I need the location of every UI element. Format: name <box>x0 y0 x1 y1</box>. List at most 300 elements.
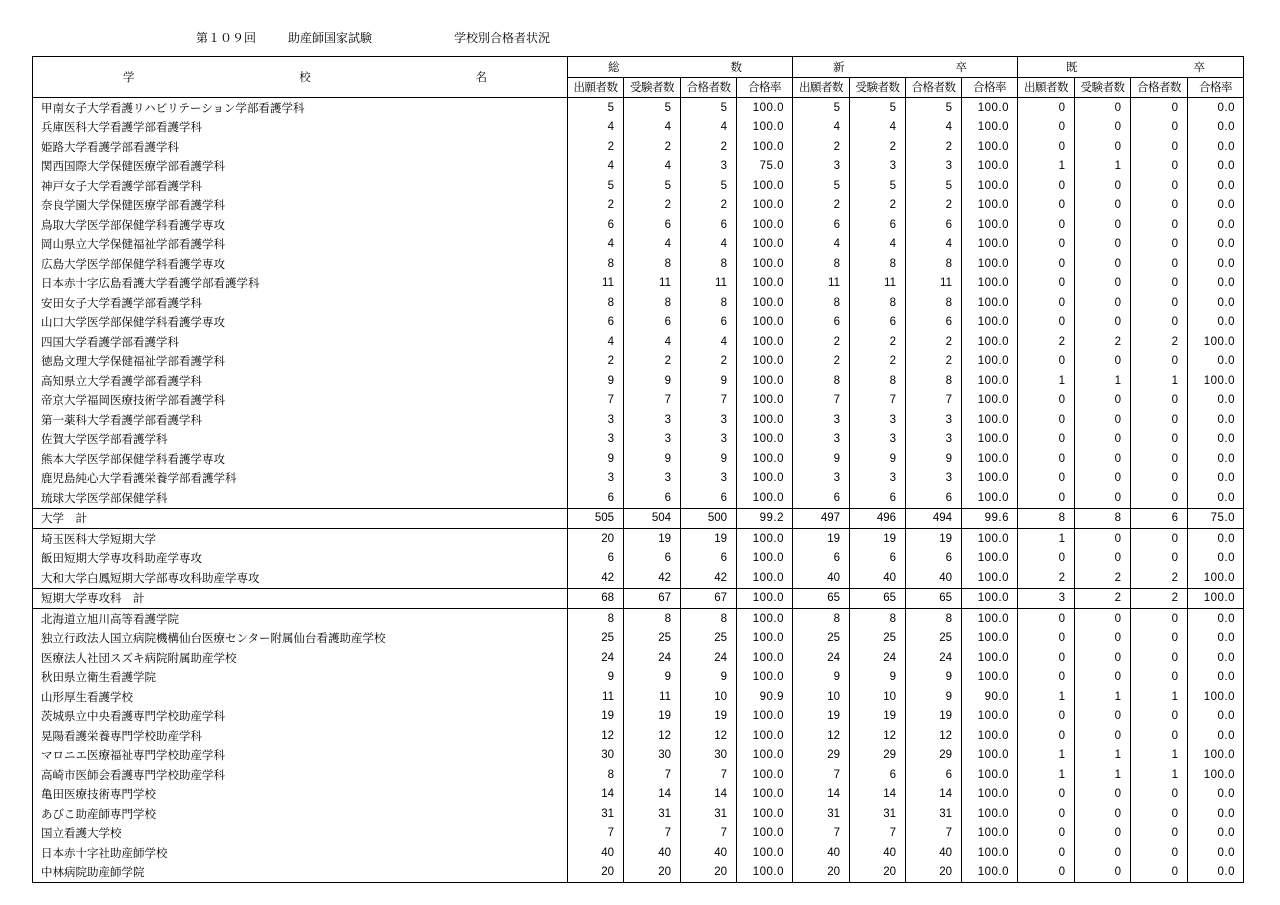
count-cell: 9 <box>568 668 624 688</box>
count-cell: 4 <box>681 235 737 255</box>
count-cell: 8 <box>906 609 962 629</box>
count-cell: 3 <box>906 157 962 177</box>
pass-rate-cell: 100.0 <box>737 371 793 391</box>
count-cell: 0 <box>1018 293 1075 313</box>
pass-rate-cell: 100.0 <box>737 746 793 766</box>
pass-rate-cell: 100.0 <box>737 352 793 372</box>
pass-rate-cell: 100.0 <box>962 843 1018 863</box>
count-cell: 19 <box>906 529 962 549</box>
pass-rate-cell: 0.0 <box>1188 254 1244 274</box>
school-name-cell: 国立看護大学校 <box>41 826 122 841</box>
pass-rate-cell: 100.0 <box>737 765 793 785</box>
count-cell: 0 <box>1018 804 1075 824</box>
count-cell: 31 <box>568 804 624 824</box>
count-cell: 8 <box>850 293 906 313</box>
count-cell: 9 <box>906 449 962 469</box>
pass-rate-cell: 100.0 <box>737 707 793 727</box>
pass-rate-cell: 100.0 <box>962 707 1018 727</box>
count-cell: 68 <box>568 588 624 609</box>
table-row <box>33 568 1244 588</box>
pass-rate-cell: 100.0 <box>962 196 1018 216</box>
count-cell: 0 <box>1075 410 1131 430</box>
count-cell: 30 <box>568 746 624 766</box>
count-cell: 0 <box>1018 863 1075 883</box>
pass-rate-cell: 90.0 <box>962 687 1018 707</box>
count-cell: 6 <box>793 549 850 569</box>
count-cell: 6 <box>793 313 850 333</box>
count-cell: 6 <box>906 765 962 785</box>
count-cell: 2 <box>568 196 624 216</box>
table-row <box>33 687 1244 707</box>
count-cell: 24 <box>624 648 681 668</box>
pass-rate-cell: 100.0 <box>962 785 1018 805</box>
count-cell: 4 <box>568 118 624 138</box>
pass-rate-cell: 0.0 <box>1188 196 1244 216</box>
table-row <box>33 235 1244 255</box>
count-cell: 0 <box>1075 449 1131 469</box>
pass-rate-cell: 100.0 <box>737 118 793 138</box>
count-cell: 7 <box>793 765 850 785</box>
school-name-cell: 神戸女子大学看護学部看護学科 <box>41 178 202 193</box>
school-name-cell: 短期大学専攻科 計 <box>33 588 568 609</box>
count-cell: 7 <box>793 824 850 844</box>
table-row <box>33 98 1244 118</box>
table-row <box>33 313 1244 333</box>
pass-rate-cell: 100.0 <box>962 410 1018 430</box>
count-cell: 9 <box>568 449 624 469</box>
count-cell: 2 <box>1131 568 1188 588</box>
count-cell: 8 <box>906 254 962 274</box>
count-cell: 0 <box>1075 176 1131 196</box>
count-cell: 0 <box>1131 707 1188 727</box>
pass-rate-cell: 100.0 <box>737 196 793 216</box>
count-cell: 31 <box>793 804 850 824</box>
count-cell: 2 <box>1018 568 1075 588</box>
count-cell: 0 <box>1075 313 1131 333</box>
count-cell: 0 <box>1131 274 1188 294</box>
count-cell: 496 <box>850 508 906 529</box>
pass-rate-cell: 100.0 <box>737 176 793 196</box>
table-row <box>33 726 1244 746</box>
pass-rate-cell: 100.0 <box>962 98 1018 118</box>
count-cell: 19 <box>793 707 850 727</box>
count-cell: 25 <box>624 629 681 649</box>
count-cell: 65 <box>850 588 906 609</box>
count-cell: 1 <box>1075 765 1131 785</box>
count-cell: 9 <box>906 687 962 707</box>
table-row <box>33 469 1244 489</box>
pass-rate-cell: 100.0 <box>962 726 1018 746</box>
count-cell: 6 <box>1131 508 1188 529</box>
count-cell: 2 <box>1018 332 1075 352</box>
count-cell: 0 <box>1018 274 1075 294</box>
pass-rate-cell: 0.0 <box>1188 648 1244 668</box>
pass-rate-cell: 0.0 <box>1188 668 1244 688</box>
count-cell: 1 <box>1018 687 1075 707</box>
school-name-cell: 琉球大学医学部保健学科 <box>41 490 168 505</box>
count-cell: 2 <box>850 332 906 352</box>
count-cell: 0 <box>1018 549 1075 569</box>
school-name-cell: 独立行政法人国立病院機構仙台医療センター附属仙台看護助産学校 <box>41 631 386 646</box>
count-cell: 25 <box>793 629 850 649</box>
count-cell: 0 <box>1018 469 1075 489</box>
count-cell: 65 <box>906 588 962 609</box>
count-cell: 4 <box>793 235 850 255</box>
count-cell: 40 <box>568 843 624 863</box>
count-cell: 2 <box>568 352 624 372</box>
total-row <box>33 588 1244 609</box>
school-name-cell: 岡山県立大学保健福祉学部看護学科 <box>41 237 225 252</box>
table-row <box>33 648 1244 668</box>
count-cell: 2 <box>1075 332 1131 352</box>
pass-rate-cell: 0.0 <box>1188 235 1244 255</box>
school-name-cell: 広島大学医学部保健学科看護学専攻 <box>41 256 225 271</box>
count-cell: 5 <box>793 176 850 196</box>
pass-rate-cell: 100.0 <box>962 332 1018 352</box>
count-cell: 0 <box>1075 824 1131 844</box>
school-name-cell: 亀田医療技術専門学校 <box>41 787 156 802</box>
school-name-cell: 秋田県立衛生看護学院 <box>41 670 156 685</box>
count-cell: 7 <box>850 391 906 411</box>
count-cell: 0 <box>1018 843 1075 863</box>
pass-rate-cell: 100.0 <box>737 430 793 450</box>
count-cell: 0 <box>1018 785 1075 805</box>
count-cell: 0 <box>1018 176 1075 196</box>
count-cell: 2 <box>1075 588 1131 609</box>
count-cell: 6 <box>850 765 906 785</box>
count-cell: 3 <box>568 410 624 430</box>
count-cell: 4 <box>906 118 962 138</box>
school-name-cell: 日本赤十字社助産師学校 <box>41 845 168 860</box>
count-cell: 11 <box>850 274 906 294</box>
count-cell: 3 <box>1018 588 1075 609</box>
count-cell: 3 <box>681 410 737 430</box>
count-cell: 3 <box>568 469 624 489</box>
count-cell: 6 <box>850 488 906 508</box>
table-row <box>33 785 1244 805</box>
count-cell: 0 <box>1075 707 1131 727</box>
group-total-header: 総 数 <box>568 57 793 78</box>
count-cell: 8 <box>681 254 737 274</box>
count-cell: 40 <box>906 568 962 588</box>
pass-rate-cell: 0.0 <box>1188 629 1244 649</box>
school-name-cell: 晃陽看護栄養専門学校助産学科 <box>41 728 202 743</box>
pass-rate-cell: 0.0 <box>1188 804 1244 824</box>
count-cell: 0 <box>1075 137 1131 157</box>
pass-rate-cell: 100.0 <box>962 488 1018 508</box>
pass-rate-cell: 0.0 <box>1188 118 1244 138</box>
count-cell: 6 <box>906 549 962 569</box>
count-cell: 19 <box>681 707 737 727</box>
count-cell: 0 <box>1131 352 1188 372</box>
table-row <box>33 332 1244 352</box>
pass-rate-cell: 100.0 <box>962 313 1018 333</box>
col-passed: 合格者数 <box>1131 77 1188 98</box>
count-cell: 8 <box>568 254 624 274</box>
count-cell: 12 <box>906 726 962 746</box>
count-cell: 4 <box>681 332 737 352</box>
count-cell: 9 <box>624 371 681 391</box>
count-cell: 8 <box>681 293 737 313</box>
count-cell: 11 <box>624 274 681 294</box>
col-passed: 合格者数 <box>906 77 962 98</box>
count-cell: 0 <box>1018 118 1075 138</box>
count-cell: 6 <box>624 215 681 235</box>
table-row <box>33 549 1244 569</box>
school-name-cell: 日本赤十字広島看護大学看護学部看護学科 <box>41 276 260 291</box>
table-row <box>33 765 1244 785</box>
count-cell: 0 <box>1131 785 1188 805</box>
count-cell: 2 <box>850 196 906 216</box>
count-cell: 24 <box>850 648 906 668</box>
pass-rate-cell: 0.0 <box>1188 843 1244 863</box>
count-cell: 12 <box>681 726 737 746</box>
results-table <box>32 56 1244 883</box>
count-cell: 20 <box>568 529 624 549</box>
count-cell: 24 <box>681 648 737 668</box>
count-cell: 9 <box>568 371 624 391</box>
count-cell: 6 <box>681 215 737 235</box>
count-cell: 0 <box>1131 609 1188 629</box>
pass-rate-cell: 0.0 <box>1188 313 1244 333</box>
count-cell: 6 <box>850 549 906 569</box>
count-cell: 8 <box>793 293 850 313</box>
count-cell: 19 <box>568 707 624 727</box>
count-cell: 8 <box>793 371 850 391</box>
count-cell: 5 <box>568 98 624 118</box>
count-cell: 25 <box>568 629 624 649</box>
count-cell: 0 <box>1018 629 1075 649</box>
count-cell: 8 <box>568 293 624 313</box>
count-cell: 0 <box>1075 352 1131 372</box>
pass-rate-cell: 100.0 <box>962 137 1018 157</box>
count-cell: 0 <box>1075 804 1131 824</box>
school-name-cell: 飯田短期大学専攻科助産学専攻 <box>41 551 202 566</box>
pass-rate-cell: 0.0 <box>1188 215 1244 235</box>
count-cell: 14 <box>681 785 737 805</box>
count-cell: 4 <box>568 332 624 352</box>
pass-rate-cell: 0.0 <box>1188 293 1244 313</box>
count-cell: 42 <box>568 568 624 588</box>
count-cell: 0 <box>1018 196 1075 216</box>
count-cell: 0 <box>1131 254 1188 274</box>
pass-rate-cell: 100.0 <box>737 254 793 274</box>
count-cell: 6 <box>681 549 737 569</box>
count-cell: 6 <box>568 313 624 333</box>
count-cell: 7 <box>568 824 624 844</box>
count-cell: 8 <box>793 609 850 629</box>
col-examinees: 受験者数 <box>1075 77 1131 98</box>
pass-rate-cell: 100.0 <box>737 391 793 411</box>
count-cell: 3 <box>624 469 681 489</box>
count-cell: 40 <box>850 843 906 863</box>
pass-rate-cell: 0.0 <box>1188 176 1244 196</box>
count-cell: 40 <box>624 843 681 863</box>
count-cell: 3 <box>793 469 850 489</box>
school-name-cell: 埼玉医科大学短期大学 <box>41 531 156 546</box>
exam-name: 助産師国家試験 <box>288 31 373 45</box>
table-row <box>33 176 1244 196</box>
pass-rate-cell: 100.0 <box>1188 588 1244 609</box>
count-cell: 0 <box>1018 430 1075 450</box>
count-cell: 2 <box>906 332 962 352</box>
count-cell: 6 <box>681 488 737 508</box>
count-cell: 0 <box>1018 668 1075 688</box>
count-cell: 40 <box>906 843 962 863</box>
count-cell: 12 <box>624 726 681 746</box>
count-cell: 5 <box>850 98 906 118</box>
count-cell: 0 <box>1075 215 1131 235</box>
school-name-cell: 徳島文理大学保健福祉学部看護学科 <box>41 354 225 369</box>
pass-rate-cell: 100.0 <box>737 274 793 294</box>
table-row <box>33 371 1244 391</box>
pass-rate-cell: 100.0 <box>962 609 1018 629</box>
school-name-cell: 熊本大学医学部保健学科看護学専攻 <box>41 451 225 466</box>
col-applicants: 出願者数 <box>568 77 624 98</box>
pass-rate-cell: 100.0 <box>962 824 1018 844</box>
count-cell: 8 <box>850 371 906 391</box>
count-cell: 1 <box>1131 371 1188 391</box>
count-cell: 14 <box>906 785 962 805</box>
pass-rate-cell: 100.0 <box>962 254 1018 274</box>
count-cell: 1 <box>1075 746 1131 766</box>
table-row <box>33 746 1244 766</box>
count-cell: 25 <box>850 629 906 649</box>
count-cell: 14 <box>568 785 624 805</box>
count-cell: 505 <box>568 508 624 529</box>
count-cell: 8 <box>681 609 737 629</box>
table-row <box>33 449 1244 469</box>
count-cell: 0 <box>1131 629 1188 649</box>
count-cell: 5 <box>793 98 850 118</box>
count-cell: 5 <box>681 176 737 196</box>
count-cell: 9 <box>681 371 737 391</box>
count-cell: 29 <box>850 746 906 766</box>
count-cell: 8 <box>850 609 906 629</box>
pass-rate-cell: 99.6 <box>962 508 1018 529</box>
school-name-cell: 高崎市医師会看護専門学校助産学科 <box>41 767 225 782</box>
pass-rate-cell: 0.0 <box>1188 157 1244 177</box>
count-cell: 0 <box>1075 118 1131 138</box>
count-cell: 3 <box>906 430 962 450</box>
pass-rate-cell: 100.0 <box>737 629 793 649</box>
pass-rate-cell: 0.0 <box>1188 863 1244 883</box>
count-cell: 0 <box>1131 176 1188 196</box>
count-cell: 9 <box>793 668 850 688</box>
col-examinees: 受験者数 <box>624 77 681 98</box>
col-applicants: 出願者数 <box>793 77 850 98</box>
count-cell: 0 <box>1131 118 1188 138</box>
count-cell: 10 <box>793 687 850 707</box>
table-row <box>33 707 1244 727</box>
pass-rate-cell: 100.0 <box>962 648 1018 668</box>
count-cell: 5 <box>568 176 624 196</box>
count-cell: 14 <box>850 785 906 805</box>
school-name-cell: 甲南女子大学看護リハビリテーション学部看護学科 <box>41 100 305 115</box>
count-cell: 2 <box>624 137 681 157</box>
count-cell: 2 <box>681 196 737 216</box>
count-cell: 1 <box>1018 746 1075 766</box>
table-row <box>33 137 1244 157</box>
pass-rate-cell: 0.0 <box>1188 430 1244 450</box>
count-cell: 0 <box>1018 137 1075 157</box>
pass-rate-cell: 100.0 <box>737 469 793 489</box>
pass-rate-cell: 0.0 <box>1188 469 1244 489</box>
pass-rate-cell: 100.0 <box>737 449 793 469</box>
school-name-cell: 安田女子大学看護学部看護学科 <box>41 295 202 310</box>
pass-rate-cell: 100.0 <box>962 157 1018 177</box>
count-cell: 0 <box>1131 863 1188 883</box>
count-cell: 3 <box>793 410 850 430</box>
count-cell: 9 <box>793 449 850 469</box>
pass-rate-cell: 75.0 <box>1188 508 1244 529</box>
pass-rate-cell: 100.0 <box>962 629 1018 649</box>
pass-rate-cell: 100.0 <box>737 332 793 352</box>
count-cell: 11 <box>568 687 624 707</box>
count-cell: 3 <box>793 430 850 450</box>
count-cell: 4 <box>850 235 906 255</box>
count-cell: 19 <box>850 707 906 727</box>
school-name-cell: 中林病院助産師学院 <box>41 865 145 880</box>
count-cell: 30 <box>624 746 681 766</box>
col-passed: 合格者数 <box>681 77 737 98</box>
pass-rate-cell: 100.0 <box>737 98 793 118</box>
count-cell: 0 <box>1018 235 1075 255</box>
count-cell: 4 <box>624 235 681 255</box>
table-row <box>33 215 1244 235</box>
count-cell: 24 <box>568 648 624 668</box>
count-cell: 0 <box>1075 863 1131 883</box>
count-cell: 11 <box>624 687 681 707</box>
count-cell: 0 <box>1131 391 1188 411</box>
count-cell: 4 <box>681 118 737 138</box>
count-cell: 3 <box>624 430 681 450</box>
count-cell: 4 <box>624 118 681 138</box>
table-row <box>33 352 1244 372</box>
count-cell: 4 <box>793 118 850 138</box>
count-cell: 0 <box>1075 293 1131 313</box>
count-cell: 7 <box>624 824 681 844</box>
count-cell: 6 <box>568 549 624 569</box>
count-cell: 2 <box>1131 332 1188 352</box>
pass-rate-cell: 100.0 <box>962 549 1018 569</box>
pass-rate-cell: 100.0 <box>962 469 1018 489</box>
count-cell: 0 <box>1018 254 1075 274</box>
count-cell: 7 <box>624 391 681 411</box>
count-cell: 2 <box>793 332 850 352</box>
pass-rate-cell: 100.0 <box>737 529 793 549</box>
pass-rate-cell: 100.0 <box>962 215 1018 235</box>
pass-rate-cell: 100.0 <box>962 449 1018 469</box>
count-cell: 3 <box>850 157 906 177</box>
count-cell: 19 <box>624 529 681 549</box>
school-name-cell: 四国大学看護学部看護学科 <box>41 334 179 349</box>
count-cell: 8 <box>624 254 681 274</box>
count-cell: 0 <box>1075 488 1131 508</box>
count-cell: 2 <box>793 137 850 157</box>
count-cell: 5 <box>624 98 681 118</box>
col-pass-rate: 合格率 <box>1188 77 1244 98</box>
table-body <box>33 98 1244 883</box>
school-name-cell: マロニエ医療福祉専門学校助産学科 <box>41 748 225 763</box>
count-cell: 2 <box>1075 568 1131 588</box>
count-cell: 2 <box>1131 588 1188 609</box>
pass-rate-cell: 100.0 <box>737 609 793 629</box>
col-pass-rate: 合格率 <box>737 77 793 98</box>
table-row <box>33 843 1244 863</box>
count-cell: 3 <box>906 469 962 489</box>
count-cell: 1 <box>1131 687 1188 707</box>
